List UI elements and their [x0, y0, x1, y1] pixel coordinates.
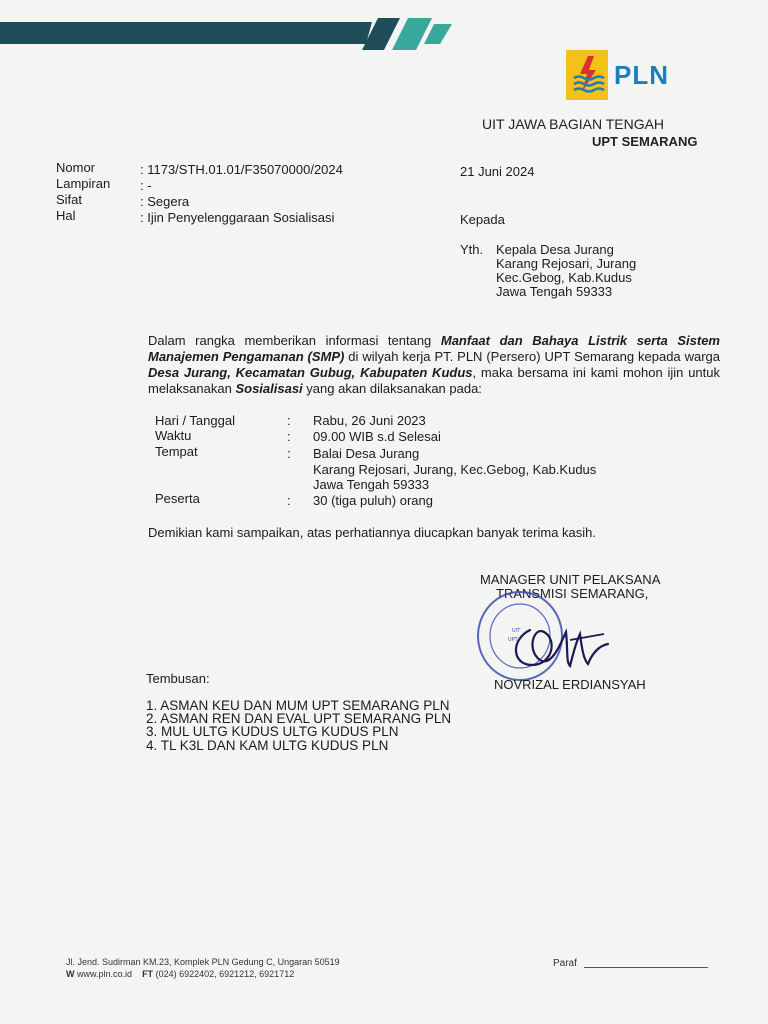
unit-subname: UPT SEMARANG — [592, 134, 698, 149]
recipient-line-1: Kepala Desa Jurang — [496, 242, 614, 257]
letter-date: 21 Juni 2024 — [460, 164, 535, 179]
tembusan-item-4: 4. TL K3L DAN KAM ULTG KUDUS PLN — [146, 738, 389, 753]
tembusan-item-3: 3. MUL ULTG KUDUS ULTG KUDUS PLN — [146, 724, 399, 739]
signatory-title-1: MANAGER UNIT PELAKSANA — [480, 572, 661, 587]
paraf-line — [584, 967, 708, 968]
nomor-value: : 1173/STH.01.01/F35070000/2024 — [140, 162, 343, 177]
recipient-line-4: Jawa Tengah 59333 — [496, 284, 613, 299]
tempat-value-1: Balai Desa Jurang — [313, 446, 420, 461]
tembusan-heading: Tembusan: — [146, 671, 210, 686]
paraf-label: Paraf — [553, 958, 577, 969]
hari-value: Rabu, 26 Juni 2023 — [313, 413, 426, 428]
handwritten-signature — [500, 610, 620, 680]
opening-paragraph: Dalam rangka memberikan informasi tentang Manfaat dan Bahaya Listrik serta Sistem Manajemen Pengamanan (SMP) di wilyah kerja PT. PLN (Persero) UPT Semarang kepada warga Desa Jurang, Kecamatan Gubug, Kabupaten Kudus, maka bersama ini kami mohon ijin untuk melaksanakan Sosialisasi yang akan dilaksanakan pada: — [148, 333, 720, 396]
tembusan-item-2: 2. ASMAN REN DAN EVAL UPT SEMARANG PLN — [146, 711, 452, 726]
tempat-value-3: Jawa Tengah 59333 — [313, 477, 430, 492]
hari-colon: : — [287, 413, 291, 428]
svg-text:UIT: UIT — [512, 628, 521, 634]
footer-address: Jl. Jend. Sudirman KM.23, Komplek PLN Gedung C, Ungaran 50519 — [66, 957, 340, 967]
lightning-icon — [566, 50, 608, 100]
hal-value: : Ijin Penyelenggaraan Sosialisasi — [140, 210, 335, 225]
tembusan-item-1: 1. ASMAN KEU DAN MUM UPT SEMARANG PLN — [146, 698, 450, 713]
signatory-title-2: TRANSMISI SEMARANG, — [496, 586, 649, 601]
tempat-value-2: Karang Rejosari, Jurang, Kec.Gebog, Kab.Kudus — [313, 462, 597, 477]
peserta-colon: : — [287, 493, 291, 508]
kepada-label: Kepada — [460, 212, 505, 227]
waktu-label: Waktu — [155, 428, 192, 443]
recipient-line-2: Karang Rejosari, Jurang — [496, 256, 637, 271]
signatory-name: NOVRIZAL ERDIANSYAH — [494, 677, 646, 692]
waktu-colon: : — [287, 429, 291, 444]
lampiran-value: : - — [140, 178, 152, 193]
closing-sentence: Demikian kami sampaikan, atas perhatiannya diucapkan banyak terima kasih. — [148, 525, 597, 540]
peserta-value: 30 (tiga puluh) orang — [313, 493, 433, 508]
sifat-value: : Segera — [140, 194, 190, 209]
sifat-label: Sifat — [56, 192, 83, 207]
tempat-colon: : — [287, 446, 291, 461]
peserta-label: Peserta — [155, 491, 200, 506]
footer-contact: W www.pln.co.id FT (024) 6922402, 6921212, 6921712 — [66, 969, 295, 979]
waktu-value: 09.00 WIB s.d Selesai — [313, 429, 441, 444]
tempat-label: Tempat — [155, 444, 198, 459]
pln-logo — [566, 50, 690, 100]
hari-label: Hari / Tanggal — [155, 413, 235, 428]
hal-label: Hal — [56, 208, 76, 223]
nomor-label: Nomor — [56, 160, 96, 175]
recipient-line-3: Kec.Gebog, Kab.Kudus — [496, 270, 632, 285]
logo-text: PLN — [614, 60, 669, 90]
svg-text:UPT: UPT — [508, 637, 518, 643]
yth-label: Yth. — [460, 242, 484, 257]
unit-name: UIT JAWA BAGIAN TENGAH — [482, 116, 665, 132]
lampiran-label: Lampiran — [56, 176, 111, 191]
